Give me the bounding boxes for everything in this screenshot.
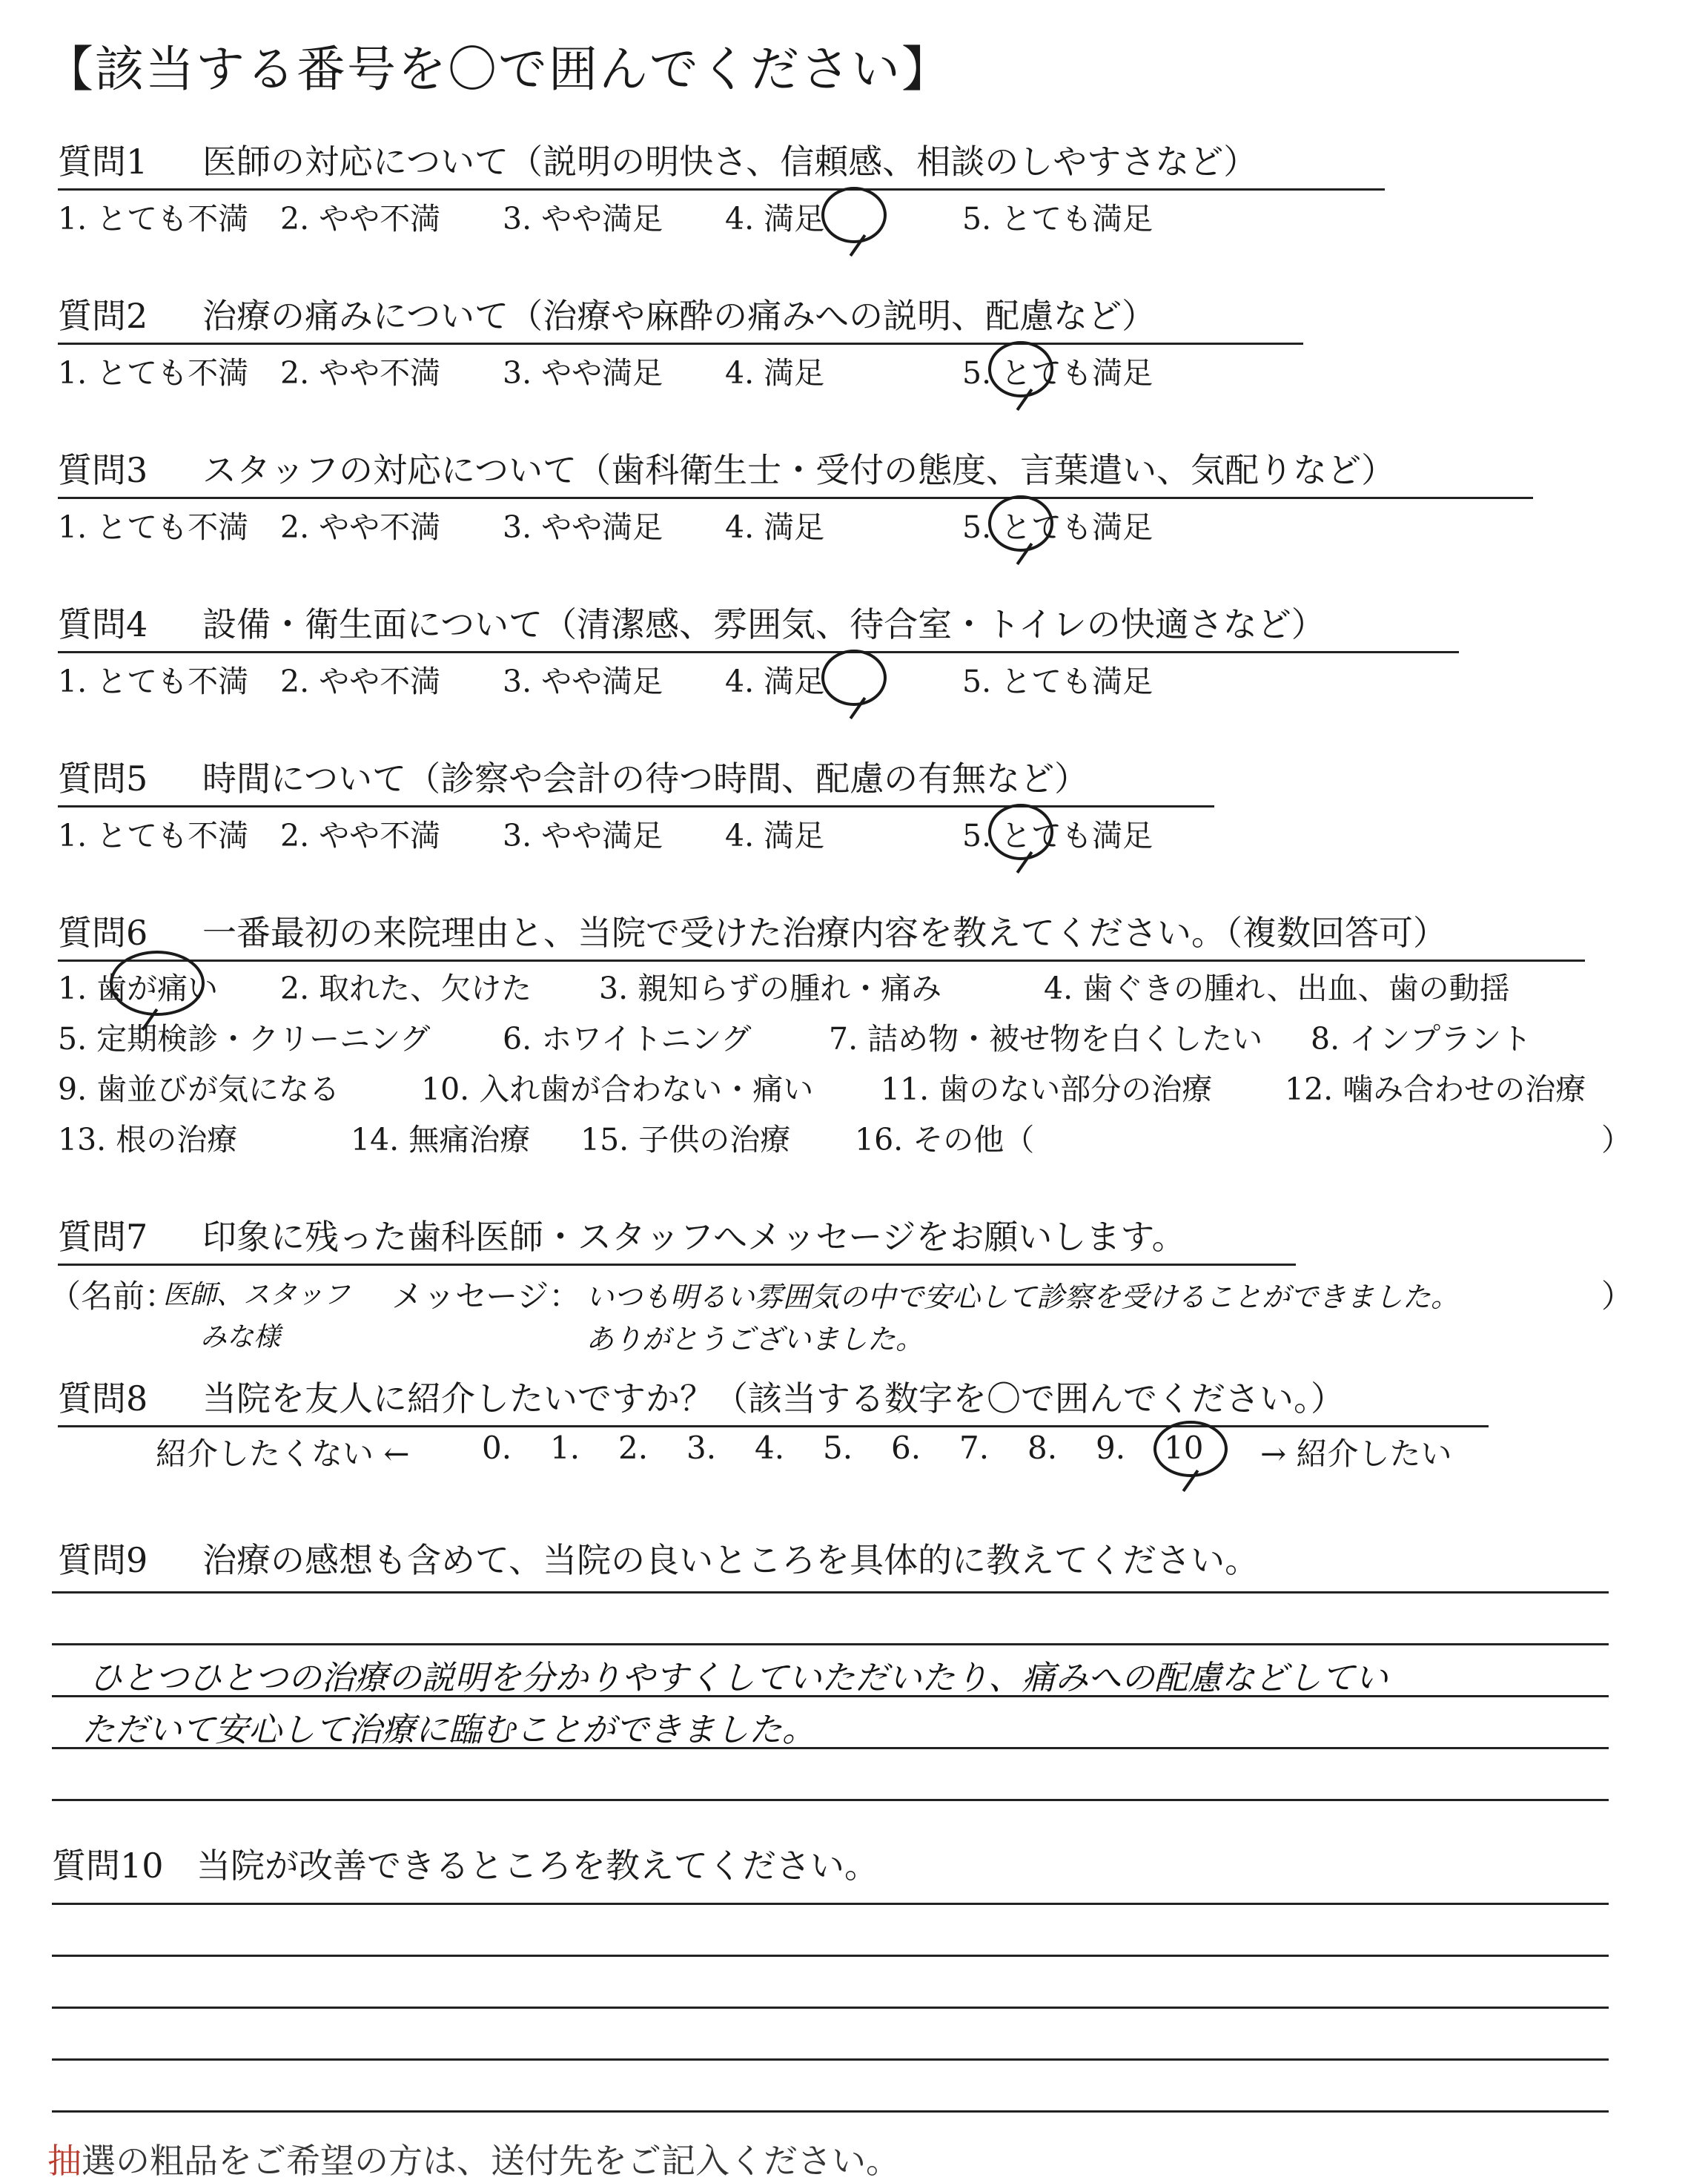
question-9	[58, 1533, 1259, 1582]
question-text: 時間について（診察や会計の待つ時間、配慮の有無など）	[202, 759, 1089, 799]
answer-circle-tail	[850, 697, 867, 719]
answer-line	[52, 1643, 1609, 1645]
footer-mark: 抽	[47, 2141, 82, 2181]
question-4	[58, 598, 1459, 653]
nps-option-1[interactable]: 1.	[550, 1430, 580, 1466]
question-text: 一番最初の来院理由と、当院で受けた治療内容を教えてください。（複数回答可）	[202, 913, 1447, 953]
question-text: 医師の対応について（説明の明快さ、信頼感、相談のしやすさなど）	[202, 142, 1258, 182]
nps-option-4[interactable]: 4.	[755, 1430, 785, 1466]
option-4[interactable]: 4. 満足	[725, 664, 825, 699]
nps-option-9[interactable]: 9.	[1096, 1430, 1126, 1466]
form-header: 【該当する番号を〇で囲んでください】	[44, 41, 952, 98]
option-1[interactable]: 1. とても不満	[58, 509, 249, 545]
name-label: （名前：	[49, 1278, 176, 1315]
option-5[interactable]: 5. とても満足	[962, 201, 1153, 237]
question-number: 質問7	[58, 1217, 148, 1257]
question-text: 治療の感想も含めて、当院の良いところを具体的に教えてください。	[202, 1540, 1260, 1580]
answer-circle-tail	[850, 234, 867, 257]
option-5[interactable]: 5. とても満足	[962, 509, 1153, 545]
option-2[interactable]: 2. やや不満	[280, 664, 441, 699]
q6-option-16[interactable]: 16. その他（	[855, 1122, 1035, 1157]
question-text: スタッフの対応について（歯科衛生士・受付の態度、言葉遣い、気配りなど）	[202, 450, 1396, 490]
question-2	[58, 289, 1303, 345]
nps-option-0[interactable]: 0.	[482, 1430, 512, 1466]
question-number: 質問6	[58, 913, 148, 953]
nps-option-2[interactable]: 2.	[618, 1430, 649, 1466]
answer-line	[52, 2007, 1609, 2009]
question-text: 治療の痛みについて（治療や麻酔の痛みへの説明、配慮など）	[202, 296, 1156, 336]
q6-option-13[interactable]: 13. 根の治療	[58, 1122, 238, 1157]
question-10	[52, 1839, 878, 1888]
q6-option-4[interactable]: 4. 歯ぐきの腫れ、出血、歯の動揺	[1044, 971, 1510, 1006]
answer-line	[52, 1799, 1609, 1801]
question-number: 質問4	[58, 604, 148, 644]
nps-left-label: 紹介したくない ←	[156, 1436, 410, 1472]
option-1[interactable]: 1. とても不満	[58, 818, 249, 853]
question-3	[58, 443, 1533, 499]
nps-option-3[interactable]: 3.	[686, 1430, 717, 1466]
option-3[interactable]: 3. やや満足	[503, 818, 663, 853]
question-number: 質問3	[58, 450, 148, 490]
q6-close-paren: ）	[1601, 1122, 1632, 1157]
option-5[interactable]: 5. とても満足	[962, 818, 1153, 853]
option-1[interactable]: 1. とても不満	[58, 201, 249, 237]
q6-option-10[interactable]: 10. 入れ歯が合わない・痛い	[421, 1071, 814, 1107]
option-4[interactable]: 4. 満足	[725, 201, 825, 237]
q6-option-1[interactable]: 1. 歯が痛い	[58, 971, 219, 1006]
question-5-title	[58, 752, 1214, 808]
answer-circle-tail	[1182, 1470, 1199, 1492]
question-number: 質問10	[52, 1846, 164, 1886]
question-number: 質問5	[58, 759, 148, 799]
q6-option-7[interactable]: 7. 詰め物・被せ物を白くしたい	[829, 1021, 1263, 1057]
question-5	[58, 752, 1214, 808]
answer-line	[52, 1591, 1609, 1594]
answer-line	[52, 2058, 1609, 2061]
option-2[interactable]: 2. やや不満	[280, 509, 441, 545]
question-text: 当院を友人に紹介したいですか？（該当する数字を〇で囲んでください。）	[202, 1378, 1345, 1419]
q6-option-8[interactable]: 8. インプラント	[1311, 1021, 1532, 1057]
option-3[interactable]: 3. やや満足	[503, 509, 663, 545]
q6-row-2	[58, 1014, 1532, 1058]
name-handwriting-line-1[interactable]: 医師、スタッフ	[163, 1280, 351, 1310]
question-text: 設備・衛生面について（清潔感、雰囲気、待合室・トイレの快適さなど）	[202, 604, 1325, 644]
footer-text: 選の粗品をご希望の方は、送付先をご記入ください。	[82, 2141, 900, 2181]
q6-option-11[interactable]: 11. 歯のない部分の治療	[881, 1071, 1213, 1107]
option-4[interactable]: 4. 満足	[725, 355, 825, 391]
nps-option-5[interactable]: 5.	[823, 1430, 853, 1466]
q6-option-9[interactable]: 9. 歯並びが気になる	[58, 1071, 340, 1107]
nps-option-10[interactable]: 10	[1164, 1430, 1204, 1466]
question-6-title	[58, 906, 1585, 962]
question-8-title	[58, 1372, 1489, 1427]
option-5[interactable]: 5. とても満足	[962, 664, 1153, 699]
q6-option-2[interactable]: 2. 取れた、欠けた	[280, 971, 532, 1006]
answer-line	[52, 1903, 1609, 1905]
q9-answer-line-2[interactable]: ただいて安心して治療に臨むことができました。	[82, 1710, 816, 1749]
question-text: 印象に残った歯科医師・スタッフへメッセージをお願いします。	[202, 1217, 1186, 1257]
option-4[interactable]: 4. 満足	[725, 509, 825, 545]
q6-option-3[interactable]: 3. 親知らずの腫れ・痛み	[599, 971, 942, 1006]
footer-note	[47, 2134, 900, 2183]
q9-answer-line-1[interactable]: ひとつひとつの治療の説明を分かりやすくしていただいたり、痛みへの配慮などしてい	[89, 1658, 1388, 1697]
nps-right-label: → 紹介したい	[1260, 1436, 1452, 1472]
option-4[interactable]: 4. 満足	[725, 818, 825, 853]
question-number: 質問1	[58, 142, 148, 182]
q6-row-4	[58, 1115, 1034, 1159]
q6-option-12[interactable]: 12. 噛み合わせの治療	[1285, 1071, 1586, 1107]
answer-line	[52, 1955, 1609, 1957]
answer-circle	[821, 650, 887, 706]
nps-option-7[interactable]: 7.	[959, 1430, 990, 1466]
q6-row-1	[58, 964, 1510, 1008]
answer-circle	[821, 187, 887, 243]
message-handwriting-line-2[interactable]: ありがとうございました。	[586, 1323, 924, 1355]
question-number: 質問2	[58, 296, 148, 336]
option-5[interactable]: 5. とても満足	[962, 355, 1153, 391]
q6-option-6[interactable]: 6. ホワイトニング	[503, 1021, 752, 1057]
question-1-title	[58, 135, 1385, 191]
q6-option-5[interactable]: 5. 定期検診・クリーニング	[58, 1021, 431, 1057]
question-number: 質問8	[58, 1378, 148, 1419]
nps-option-6[interactable]: 6.	[891, 1430, 921, 1466]
name-handwriting-line-2[interactable]: みな様	[200, 1322, 281, 1353]
question-2-title	[58, 289, 1303, 345]
option-1[interactable]: 1. とても不満	[58, 355, 249, 391]
q6-row-3	[58, 1065, 1586, 1109]
message-label: メッセージ：	[391, 1278, 581, 1315]
question-6	[58, 906, 1585, 962]
option-2[interactable]: 2. やや不満	[280, 201, 441, 237]
question-4-title	[58, 598, 1459, 653]
question-text: 当院が改善できるところを教えてください。	[196, 1846, 878, 1886]
message-handwriting-line-1[interactable]: いつも明るい雰囲気の中で安心して診察を受けることができました。	[586, 1281, 1460, 1313]
nps-option-8[interactable]: 8.	[1027, 1430, 1058, 1466]
question-number: 質問9	[58, 1540, 148, 1580]
option-2[interactable]: 2. やや不満	[280, 355, 441, 391]
q6-option-15[interactable]: 15. 子供の治療	[580, 1122, 791, 1157]
option-3[interactable]: 3. やや満足	[503, 201, 663, 237]
option-3[interactable]: 3. やや満足	[503, 355, 663, 391]
message-close-paren: ）	[1601, 1278, 1633, 1315]
q6-option-14[interactable]: 14. 無痛治療	[351, 1122, 531, 1157]
option-1[interactable]: 1. とても不満	[58, 664, 249, 699]
answer-line	[52, 2110, 1609, 2113]
question-8	[58, 1372, 1489, 1427]
question-3-title	[58, 443, 1533, 499]
question-1	[58, 135, 1385, 191]
option-3[interactable]: 3. やや満足	[503, 664, 663, 699]
question-7-title	[58, 1210, 1296, 1266]
option-2[interactable]: 2. やや不満	[280, 818, 441, 853]
question-7	[58, 1210, 1296, 1266]
